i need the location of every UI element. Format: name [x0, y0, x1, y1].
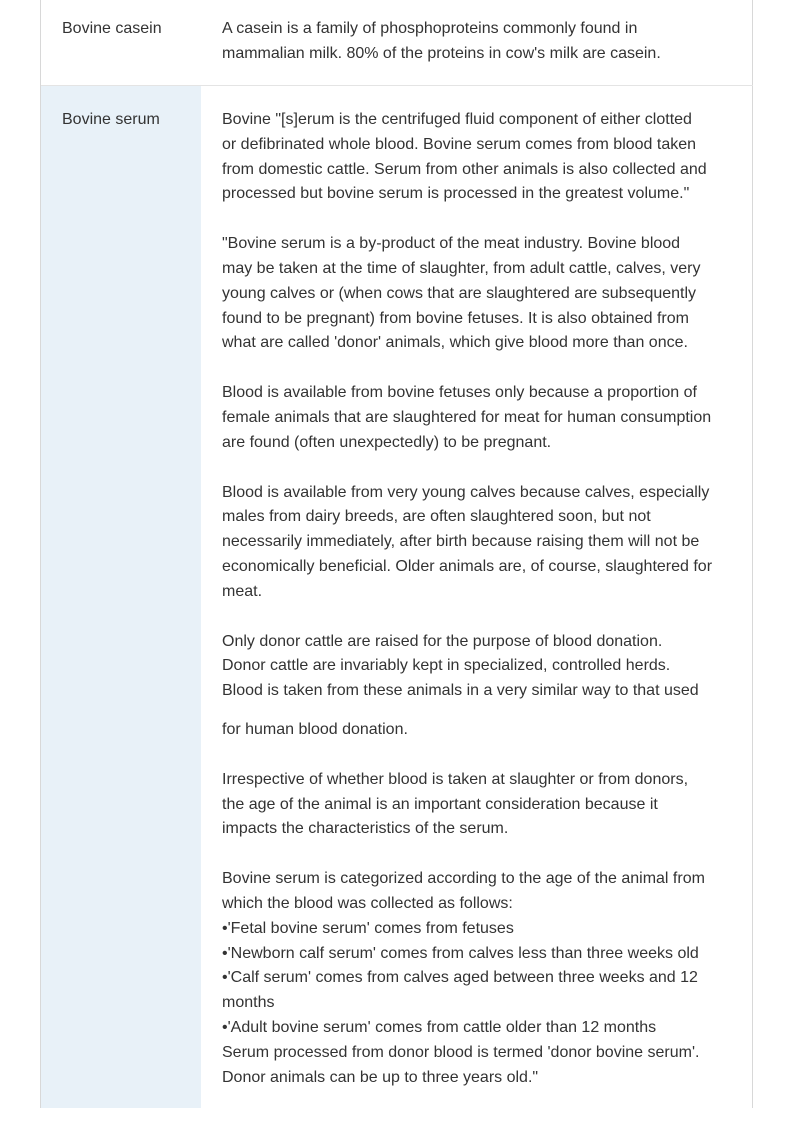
text-line: are found (often unexpectedly) to be pregnant. [222, 433, 552, 451]
term-label: Bovine serum [62, 111, 160, 128]
text-line: months [222, 994, 275, 1012]
table-row-bovine-serum [41, 86, 753, 1108]
definition-paragraph [222, 108, 742, 207]
definition-paragraph [222, 381, 742, 455]
text-line: mammalian milk. 80% of the proteins in cow's milk are casein. [222, 44, 661, 62]
text-line: Irrespective of whether blood is taken at slaughter or from donors, [222, 770, 689, 788]
text-line: Serum processed from donor blood is termed 'donor bovine serum'. [222, 1043, 700, 1061]
definition-paragraph [222, 718, 742, 743]
text-line: female animals that are slaughtered for meat for human consumption [222, 408, 712, 426]
text-line: what are called 'donor' animals, which give blood more than once. [222, 334, 688, 352]
text-line: for human blood donation. [222, 720, 408, 738]
text-line: which the blood was collected as follows: [222, 894, 513, 912]
text-line: young calves or (when cows that are slaughtered are subsequently [222, 284, 697, 302]
text-line: meat. [222, 582, 263, 600]
list-item-adult: •'Adult bovine serum' comes from cattle older than 12 months [222, 1018, 657, 1036]
definition-paragraph [222, 768, 742, 842]
text-line: processed but bovine serum is processed in the greatest volume." [222, 185, 690, 203]
definition-paragraph [222, 232, 742, 356]
text-line: Donor cattle are invariably kept in specialized, controlled herds. [222, 657, 671, 675]
text-line: Only donor cattle are raised for the purpose of blood donation. [222, 632, 663, 650]
text-line: "Bovine serum is a by-product of the meat industry. Bovine blood [222, 235, 681, 253]
list-item-newborn: •'Newborn calf serum' comes from calves less than three weeks old [222, 944, 699, 962]
text-line: from domestic cattle. Serum from other animals is also collected and [222, 160, 707, 178]
definition-cell [222, 86, 742, 1115]
text-line: impacts the characteristics of the serum. [222, 820, 509, 838]
text-line: Bovine "[s]erum is the centrifuged fluid component of either clotted [222, 111, 692, 128]
list-item-fetal: •'Fetal bovine serum' comes from fetuses [222, 919, 514, 937]
list-item-calf: •'Calf serum' comes from calves aged between three weeks and 12 [222, 969, 698, 987]
definition-paragraph [222, 17, 742, 67]
text-line: may be taken at the time of slaughter, from adult cattle, calves, very [222, 259, 701, 277]
term-cell [41, 86, 201, 1108]
text-line: found to be pregnant) from bovine fetuses. It is also obtained from [222, 309, 689, 327]
text-line: Donor animals can be up to three years old." [222, 1068, 539, 1086]
definition-paragraph [222, 630, 742, 704]
definition-cell [222, 0, 742, 92]
term-label: Bovine casein [62, 20, 162, 37]
text-line: necessarily immediately, after birth because raising them will not be [222, 533, 700, 551]
text-line: males from dairy breeds, are often slaughtered soon, but not [222, 508, 651, 526]
text-line: Blood is taken from these animals in a very similar way to that used [222, 682, 699, 700]
definition-paragraph [222, 867, 742, 1090]
text-line: the age of the animal is an important consideration because it [222, 795, 658, 813]
text-line: or defibrinated whole blood. Bovine serum comes from blood taken [222, 135, 697, 153]
text-line: A casein is a family of phosphoproteins commonly found in [222, 20, 638, 37]
text-line: Bovine serum is categorized according to the age of the animal from [222, 870, 705, 888]
term-cell [41, 0, 201, 85]
table-row-bovine-casein [41, 0, 753, 86]
text-line: Blood is available from bovine fetuses only because a proportion of [222, 384, 697, 402]
definition-paragraph [222, 481, 742, 605]
text-line: economically beneficial. Older animals are, of course, slaughtered for [222, 557, 713, 575]
definitions-table [40, 0, 753, 1108]
text-line: Blood is available from very young calves because calves, especially [222, 483, 710, 501]
